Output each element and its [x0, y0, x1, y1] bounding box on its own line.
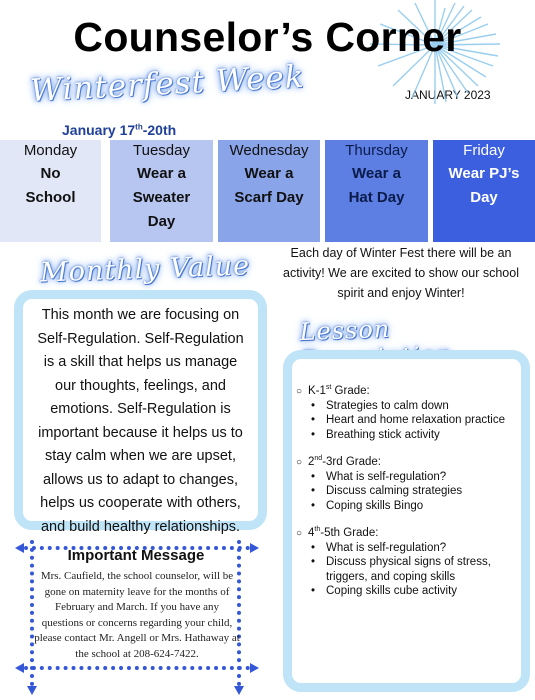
grade-section-4-5 — [296, 522, 526, 599]
day-activity-line: Wear a — [137, 165, 186, 182]
lesson-item: • Breathing stick activity — [324, 428, 526, 443]
lesson-list — [324, 541, 526, 599]
message-border-bottom — [24, 666, 250, 670]
monthly-value-text: This month we are focusing on Self-Regulation. Self-Regulation is a skill that helps us manage our thoughts, feelings, and emotions. Self-Regulation is important because it helps us to stay calm when we are upset, allows us to adapt to changes, helps us cooperate with others, and build healthy relationships. — [37, 307, 244, 535]
circle-bullet-icon: ○ — [296, 456, 303, 468]
day-activity-line: Wear a — [244, 165, 294, 182]
winterfest-activity-note: Each day of Winter Fest there will be an activity! We are excited to show our school spirit and enjoy Winter! — [283, 246, 519, 300]
important-message-heading: Important Message — [67, 547, 205, 564]
day-card-friday — [433, 140, 535, 242]
day-activity-line: Sweater — [132, 189, 191, 206]
day-name: Thursday — [345, 142, 408, 159]
arrow-left-icon — [15, 543, 24, 553]
newsletter-date: JANUARY 2023 — [405, 88, 491, 102]
lesson-item: • Coping skills cube activity — [324, 584, 526, 599]
grade-heading: ○ 4th-5th Grade: — [296, 526, 379, 539]
day-activity-line: No — [40, 165, 61, 182]
day-name: Friday — [463, 142, 505, 159]
grade-section-k-1 — [296, 380, 526, 442]
winterfest-week-banner: Winterfest Week — [29, 58, 306, 110]
arrow-left-icon — [15, 663, 24, 673]
day-card-tuesday — [110, 140, 213, 242]
lesson-item: • Discuss calming strategies — [324, 484, 526, 499]
important-message-text: Mrs. Caufield, the school counselor, will be gone on maternity leave for the months of February and March. If you have any questions or concerns regarding your child, please contact Mr. Angell or Mrs. Hathaway at the school at 208-624-7422. — [34, 570, 240, 660]
monthly-value-box — [14, 290, 267, 535]
lesson-item: • What is self-regulation? — [324, 541, 526, 556]
arrow-right-icon — [250, 663, 259, 673]
lesson-item: • Discuss physical signs of stress, triggers, and coping skills — [324, 555, 526, 584]
day-card-monday — [0, 140, 101, 242]
day-name: Tuesday — [133, 142, 190, 159]
day-activity-line: Hat Day — [348, 189, 405, 206]
circle-bullet-icon: ○ — [296, 385, 303, 397]
lesson-list — [324, 399, 526, 443]
week-date-range: January 17th-20th — [62, 122, 177, 138]
lesson-description-heading: Lesson — [299, 314, 391, 347]
lesson-description-box — [283, 350, 530, 692]
day-card-wednesday — [218, 140, 320, 242]
circle-bullet-icon: ○ — [296, 527, 303, 539]
day-name: Wednesday — [229, 142, 309, 159]
lesson-item: • Coping skills Bingo — [324, 499, 526, 514]
lesson-item: • What is self-regulation? — [324, 470, 526, 485]
grade-section-2-3 — [296, 451, 526, 513]
lesson-list — [324, 470, 526, 514]
lesson-item: • Heart and home relaxation practice — [324, 413, 526, 428]
day-name: Monday — [23, 142, 78, 159]
arrow-down-icon — [234, 686, 244, 695]
page-title: Counselor’s Corner — [73, 14, 462, 60]
arrow-down-icon — [27, 686, 37, 695]
day-activity-line: Wear a — [352, 165, 401, 182]
day-activity-line: Day — [147, 213, 176, 230]
arrow-right-icon — [250, 543, 259, 553]
day-activity-line: Wear PJ’s — [448, 165, 520, 182]
day-activity-line: Scarf Day — [234, 189, 304, 206]
day-activity-line: Day — [470, 189, 498, 206]
monthly-value-heading: Monthly Value — [39, 250, 251, 289]
day-activity-line: School — [25, 189, 76, 206]
lesson-item: • Strategies to calm down — [324, 399, 526, 414]
grade-heading: ○ 2nd-3rd Grade: — [296, 455, 382, 468]
day-card-thursday — [325, 140, 428, 242]
grade-heading: ○ K-1st Grade: — [296, 384, 370, 397]
